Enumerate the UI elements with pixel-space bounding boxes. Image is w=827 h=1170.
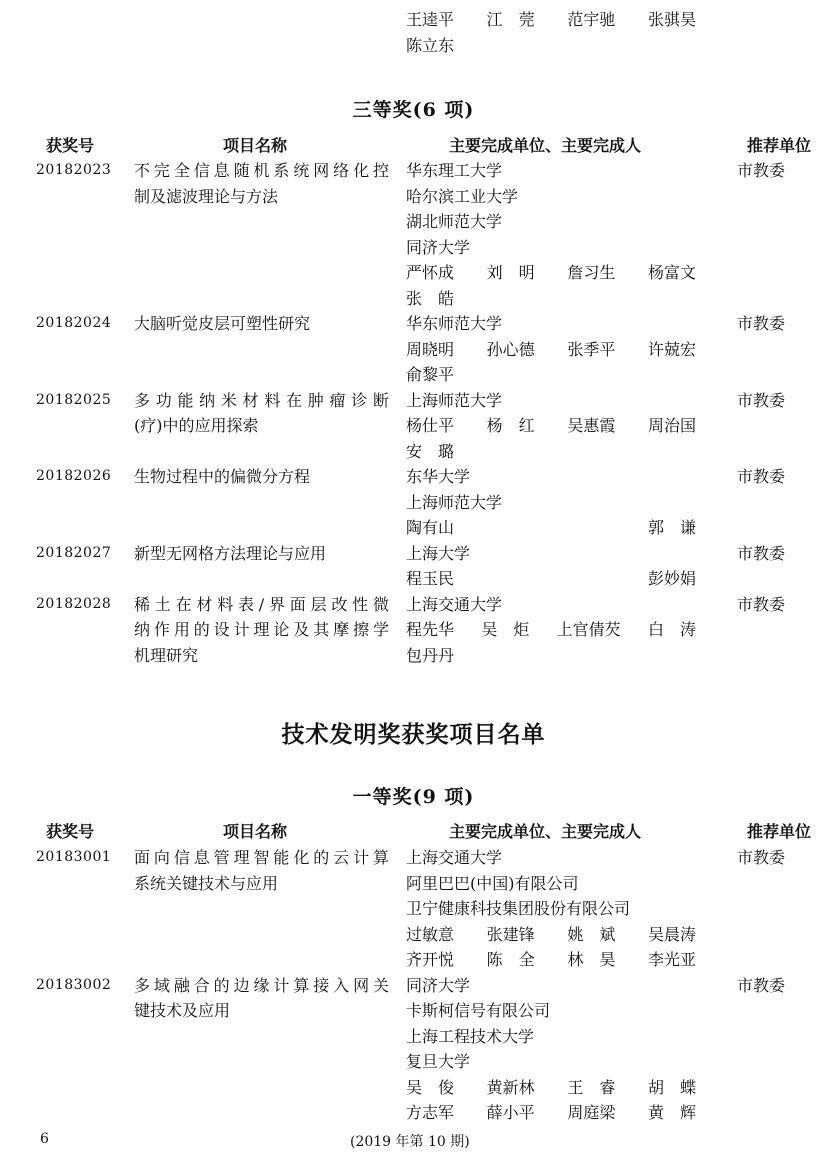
person-names-line: [406, 643, 696, 669]
person-name: 林 昊: [567, 950, 616, 969]
person-names-line: [406, 922, 696, 948]
page-number: 6: [40, 1131, 49, 1147]
project-name: [134, 158, 389, 209]
project-name: [134, 845, 389, 896]
completion-unit: 卡斯柯信号有限公司: [406, 1001, 551, 1020]
column-header-recommender: 推荐单位: [747, 136, 812, 155]
person-names-line: [406, 566, 696, 592]
person-names-line: [406, 7, 696, 33]
person-name: 范宇驰: [567, 10, 616, 29]
person-name: 郭 谦: [647, 518, 696, 537]
project-name: [134, 541, 389, 567]
main-title: 技术发明奖获奖项目名单: [281, 721, 546, 748]
award-number: 20182024: [36, 315, 112, 331]
award-number: 20182025: [36, 391, 112, 408]
award-number: 20182023: [36, 162, 112, 178]
person-name: 过敏意: [406, 924, 455, 944]
completion-unit: 上海交通大学: [406, 848, 503, 867]
project-name-line: 不完全信息随机系统网络化控: [134, 161, 389, 180]
person-name: 方志军: [406, 1103, 455, 1122]
column-header-project: 项目名称: [223, 822, 288, 841]
recommender: 市教委: [737, 594, 786, 614]
issue-label: (2019 年第 10 期): [350, 1134, 470, 1150]
person-name: 张建锋: [486, 924, 535, 944]
section-title-third-prize: 三等奖(6 项): [352, 99, 475, 121]
award-number: 20182026: [36, 468, 112, 484]
person-name: 姚 斌: [567, 924, 616, 944]
person-name: 胡 蝶: [647, 1077, 696, 1097]
project-name-line: 制及滤波理论与方法: [134, 186, 279, 206]
column-header-units: 主要完成单位、主要完成人: [449, 822, 642, 841]
recommender: 市教委: [737, 161, 786, 180]
person-name: 白 涛: [647, 620, 696, 639]
recommender: 市教委: [737, 314, 786, 333]
person-name: 王逵平: [406, 10, 455, 29]
recommender: 市教委: [737, 467, 786, 486]
person-name: 程玉民: [406, 569, 455, 588]
person-name: 杨仕平: [406, 416, 455, 435]
project-name-line: 纳作用的设计理论及其摩擦学: [134, 620, 389, 639]
person-name: 陈 全: [486, 950, 535, 969]
project-name: [134, 592, 389, 669]
person-name: 张 皓: [406, 288, 455, 308]
person-name: 彭妙娟: [647, 569, 696, 588]
person-names-line: [406, 439, 696, 465]
recommender: 市教委: [737, 975, 786, 995]
award-number: 20182028: [36, 595, 112, 612]
award-number: 20182027: [36, 544, 112, 561]
person-name: 上官倩芡: [556, 620, 621, 639]
person-name: 杨 红: [486, 416, 535, 435]
project-name-line: 多域融合的边缘计算接入网关: [134, 975, 389, 995]
completion-unit: 华东师范大学: [406, 314, 503, 333]
completion-unit: 上海工程技术大学: [406, 1026, 535, 1046]
person-names-line: [406, 362, 696, 388]
column-header-no: 获奖号: [46, 822, 95, 841]
completion-unit: 复旦大学: [406, 1052, 471, 1071]
completion-unit: 上海师范大学: [406, 492, 503, 512]
person-name: 包丹丹: [406, 645, 455, 665]
completion-unit: 上海大学: [406, 543, 471, 563]
project-name-line: (疗)中的应用探索: [134, 416, 259, 435]
person-name: 张骐昊: [647, 10, 696, 29]
project-name-line: 面向信息管理智能化的云计算: [134, 848, 389, 867]
person-name: 薛小平: [486, 1103, 535, 1122]
column-header-units: 主要完成单位、主要完成人: [449, 136, 642, 155]
completion-unit: 卫宁健康科技集团股份有限公司: [406, 899, 631, 918]
project-name-line: 系统关键技术与应用: [134, 873, 279, 893]
award-number: 20183002: [36, 976, 112, 993]
person-name: 周晓明: [406, 339, 455, 359]
person-name: 严怀成: [406, 263, 455, 282]
person-name: 詹习生: [567, 263, 616, 282]
person-name: 陈立东: [406, 35, 455, 55]
award-number: 20183001: [36, 849, 112, 865]
person-name: 许兢宏: [647, 339, 696, 359]
person-name: 周治国: [647, 416, 696, 435]
person-name: 吴惠霞: [567, 416, 616, 435]
person-names-line: [406, 1075, 696, 1101]
project-name-line: 大脑听觉皮层可塑性研究: [134, 314, 311, 333]
section-title-first-prize: 一等奖(9 项): [352, 786, 475, 808]
project-name-line: 稀土在材料表/界面层改性微: [134, 594, 389, 614]
column-header-project: 项目名称: [223, 136, 288, 155]
project-name-line: 多功能纳米材料在肿瘤诊断: [134, 390, 389, 410]
person-name: 刘 明: [486, 263, 535, 282]
person-name: 张季平: [567, 339, 616, 359]
completion-unit: 湖北师范大学: [406, 212, 503, 231]
completion-unit: 上海交通大学: [406, 594, 503, 614]
person-name: 孙心德: [486, 339, 535, 359]
column-header-no: 获奖号: [46, 136, 95, 155]
person-name: 齐开悦: [406, 950, 455, 969]
completion-unit: 东华大学: [406, 467, 471, 486]
recommender: 市教委: [737, 543, 786, 563]
person-name: 杨富文: [647, 263, 696, 282]
person-name: 李光亚: [647, 950, 696, 969]
completion-unit: 华东理工大学: [406, 161, 503, 180]
person-names-line: [406, 33, 696, 59]
person-names-line: [406, 617, 696, 643]
person-name: 周庭梁: [567, 1103, 616, 1122]
project-name-line: 机理研究: [134, 645, 199, 665]
person-name: 黄新林: [486, 1077, 535, 1097]
person-names-line: [406, 413, 696, 439]
recommender: 市教委: [737, 848, 786, 867]
project-name: [134, 311, 389, 337]
completion-unit: 同济大学: [406, 237, 471, 257]
column-header-recommender: 推荐单位: [747, 822, 812, 841]
person-names-line: [406, 947, 696, 973]
person-name: 陶有山: [406, 518, 455, 537]
person-name: 俞黎平: [406, 365, 455, 384]
recommender: 市教委: [737, 390, 786, 410]
person-name: 江 莞: [486, 10, 535, 29]
person-name: 程先华: [406, 620, 455, 639]
person-name: 吴 俊: [406, 1077, 455, 1097]
project-name-line: 新型无网格方法理论与应用: [134, 543, 327, 563]
project-name: [134, 388, 389, 439]
person-names-line: [406, 337, 696, 363]
person-names-line: [406, 515, 696, 541]
completion-unit: 哈尔滨工业大学: [406, 186, 519, 206]
person-names-line: [406, 286, 696, 312]
person-name: 吴晨涛: [647, 924, 696, 944]
project-name-line: 键技术及应用: [134, 1001, 231, 1020]
person-name: 王 睿: [567, 1077, 616, 1097]
project-name: [134, 464, 389, 490]
person-name: 黄 辉: [647, 1103, 696, 1122]
completion-unit: 上海师范大学: [406, 390, 503, 410]
completion-unit: 同济大学: [406, 975, 471, 995]
project-name-line: 生物过程中的偏微分方程: [134, 467, 311, 486]
project-name: [134, 973, 389, 1024]
person-name: 安 璐: [406, 441, 455, 461]
person-names-line: [406, 1100, 696, 1126]
completion-unit: 阿里巴巴(中国)有限公司: [406, 873, 579, 893]
person-names-line: [406, 260, 696, 286]
person-name: 吴 炬: [481, 620, 530, 639]
